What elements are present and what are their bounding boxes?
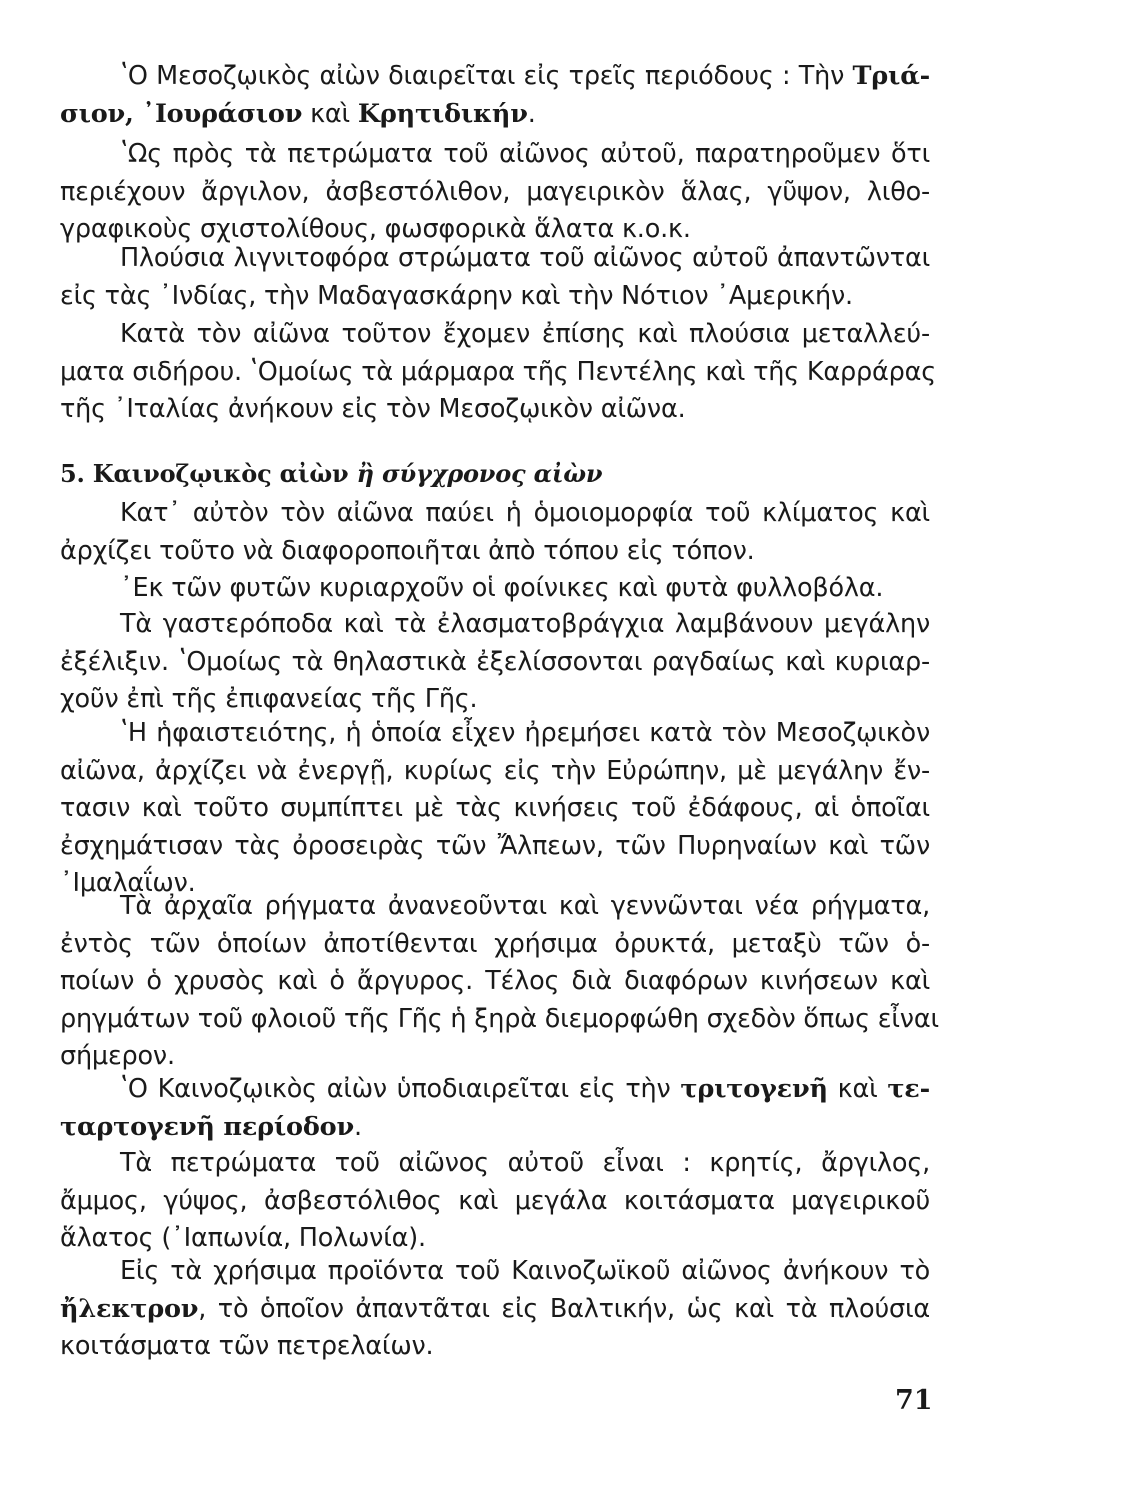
text-run: ʽΟ Μεσοζῳικὸς αἰὼν διαιρεῖται εἰς τρεῖς περιόδους : Τὴν: [120, 61, 853, 91]
text-line: [60, 278, 930, 316]
text-run: Κρητιδικήν: [357, 98, 528, 129]
text-run: ἄμμος, γύψος, ἀσβεστόλιθος καὶ μεγάλα κοιτάσματα μαγειρικοῦ: [60, 1185, 930, 1216]
text-run: ʽΩς πρὸς τὰ πετρώματα τοῦ αἰῶνος αὐτοῦ, παρατηροῦμεν ὅτι: [120, 139, 930, 169]
text-run: ʽΟ Καινοζῳικὸς αἰὼν ὑποδιαιρεῖται εἰς τὴν: [120, 1074, 681, 1104]
text-line: [60, 1001, 939, 1039]
text-run: ἅλατος (᾽Ιαπωνία, Πολωνία).: [60, 1223, 426, 1253]
text-line: [60, 455, 930, 493]
text-line: [60, 753, 930, 791]
text-line: [60, 316, 930, 354]
text-run: σήμερον.: [60, 1041, 175, 1071]
text-run: τῆς ᾽Ιταλίας ἀνήκουν εἰς τὸν Μεσοζῳικὸν αἰῶνα.: [60, 394, 686, 424]
text-run: αἰῶνα, ἀρχίζει νὰ ἐνεργῇ, κυρίως εἰς τὴν Εὐρώπην, μὲ μεγάλην ἔν-: [60, 755, 930, 786]
paragraph: [60, 316, 936, 429]
text-line: [60, 1071, 930, 1109]
paragraph: [60, 58, 930, 133]
text-run: ἤλεκτρον: [60, 1293, 199, 1324]
text-line: [60, 644, 930, 682]
text-run: ᾽Ιμαλαΐων.: [60, 868, 196, 898]
text-run: κοιτάσματα τῶν πετρελαίων.: [60, 1331, 434, 1361]
paragraph: [60, 240, 930, 315]
text-line: [60, 790, 930, 828]
text-line: [60, 1109, 930, 1147]
text-line: [60, 606, 930, 644]
text-run: Τὰ πετρώματα τοῦ αἰῶνος αὐτοῦ εἶναι : κρητίς, ἄργιλος,: [120, 1148, 930, 1178]
text-run: ρηγμάτων τοῦ φλοιοῦ τῆς Γῆς ἡ ξηρὰ διεμορφώθη σχεδὸν ὅπως εἶναι: [60, 1003, 939, 1034]
text-run: ʽΗ ἡφαιστειότης, ἡ ὁποία εἶχεν ἠρεμήσει κατὰ τὸν Μεσοζῳικὸν: [120, 718, 930, 748]
text-line: [60, 58, 930, 96]
text-line: [60, 495, 930, 533]
text-line: [60, 1038, 930, 1076]
paragraph: [60, 1253, 930, 1366]
text-run: ματα σιδήρου. ʽΟμοίως τὰ μάρμαρα τῆς Πεντέλης καὶ τῆς Καρράρας: [60, 356, 936, 387]
text-run: Εἰς τὰ χρήσιμα προϊόντα τοῦ Καινοζωϊκοῦ αἰῶνος ἀνήκουν τὸ: [120, 1256, 930, 1286]
page-number: 71: [895, 1385, 933, 1416]
text-run: σιον, ᾽Ιουράσιον: [60, 98, 303, 129]
text-run: .: [353, 1111, 362, 1142]
text-line: [60, 1145, 930, 1183]
text-line: [60, 1220, 930, 1258]
text-line: [60, 828, 930, 866]
paragraph: [60, 136, 930, 249]
paragraph: [60, 606, 930, 719]
text-run: ποίων ὁ χρυσὸς καὶ ὁ ἄργυρος. Τέλος διὰ διαφόρων κινήσεων καὶ: [60, 966, 930, 996]
text-run: .: [527, 98, 536, 129]
text-run: εἰς τὰς ᾽Ινδίας, τὴν Μαδαγασκάρην καὶ τὴν Νότιον ᾽Αμερικήν.: [60, 280, 853, 311]
paragraph: [60, 1145, 930, 1258]
text-line: [60, 1291, 930, 1329]
text-line: [60, 391, 930, 429]
text-run: τε-: [887, 1074, 930, 1104]
text-line: [60, 926, 930, 964]
text-line: [60, 681, 930, 719]
text-line: [60, 240, 930, 278]
paragraph: [60, 715, 930, 903]
text-run: ἐσχημάτισαν τὰς ὀροσειρὰς τῶν Ἄλπεων, τῶν Πυρηναίων καὶ τῶν: [60, 830, 930, 861]
text-run: Τὰ γαστερόποδα καὶ τὰ ἐλασματοβράγχια λαμβάνουν μεγάλην: [120, 609, 930, 639]
text-line: [60, 354, 936, 392]
text-run: 5. Καινοζῳικὸς αἰὼν: [60, 459, 357, 488]
text-line: [60, 1183, 930, 1221]
text-line: [60, 1253, 930, 1291]
section-heading: [60, 455, 930, 493]
text-line: [60, 96, 930, 134]
text-run: καὶ: [302, 98, 358, 129]
text-run: Κατὰ τὸν αἰῶνα τοῦτον ἔχομεν ἐπίσης καὶ πλούσια μεταλλεύ-: [120, 319, 930, 349]
paragraph: [60, 570, 930, 608]
text-run: , τὸ ὁποῖον ἀπαντᾶται εἰς Βαλτικήν, ὡς καὶ τὰ πλούσια: [198, 1293, 930, 1324]
text-run: γραφικοὺς σχιστολίθους, φωσφορικὰ ἅλατα κ.ο.κ.: [60, 214, 691, 244]
text-run: ταρτογενῆ περίοδον: [60, 1111, 354, 1142]
text-run: Τὰ ἀρχαῖα ρήγματα ἀνανεοῦνται καὶ γεννῶνται νέα ρήγματα,: [120, 891, 930, 921]
paragraph: [60, 495, 930, 570]
text-run: τασιν καὶ τοῦτο συμπίπτει μὲ τὰς κινήσεις τοῦ ἐδάφους, αἱ ὁποῖαι: [60, 793, 930, 823]
text-run: Τριά-: [852, 61, 930, 91]
text-run: ἐντὸς τῶν ὁποίων ἀποτίθενται χρήσιμα ὀρυκτά, μεταξὺ τῶν ὁ-: [60, 928, 930, 959]
text-run: ᾽Εκ τῶν φυτῶν κυριαρχοῦν οἱ φοίνικες καὶ φυτὰ φυλλοβόλα.: [120, 573, 884, 603]
paragraph: [60, 888, 939, 1076]
text-line: [60, 174, 930, 212]
text-run: χοῦν ἐπὶ τῆς ἐπιφανείας τῆς Γῆς.: [60, 684, 478, 714]
text-line: [60, 570, 930, 608]
text-line: [60, 1328, 930, 1366]
text-run: ἐξέλιξιν. ʽΟμοίως τὰ θηλαστικὰ ἐξελίσσονται ραγδαίως καὶ κυριαρ-: [60, 646, 930, 677]
paragraph: [60, 1071, 930, 1146]
text-run: Πλούσια λιγνιτοφόρα στρώματα τοῦ αἰῶνος αὐτοῦ ἀπαντῶνται: [120, 243, 930, 273]
text-line: [60, 715, 930, 753]
text-line: [60, 888, 930, 926]
text-run: Κατ᾽ αὐτὸν τὸν αἰῶνα παύει ἡ ὁμοιομορφία τοῦ κλίματος καὶ: [120, 498, 930, 528]
text-run: περιέχουν ἄργιλον, ἀσβεστόλιθον, μαγειρικὸν ἅλας, γῦψον, λιθο-: [60, 176, 930, 207]
text-run: ἀρχίζει τοῦτο νὰ διαφοροποιῆται ἀπὸ τόπου εἰς τόπον.: [60, 535, 755, 566]
text-line: [60, 963, 930, 1001]
text-line: [60, 136, 930, 174]
text-run: ἢ σύγχρονος αἰὼν: [356, 459, 603, 488]
text-run: τριτογενῆ: [680, 1074, 828, 1104]
text-line: [60, 533, 930, 571]
text-run: καὶ: [827, 1074, 888, 1104]
